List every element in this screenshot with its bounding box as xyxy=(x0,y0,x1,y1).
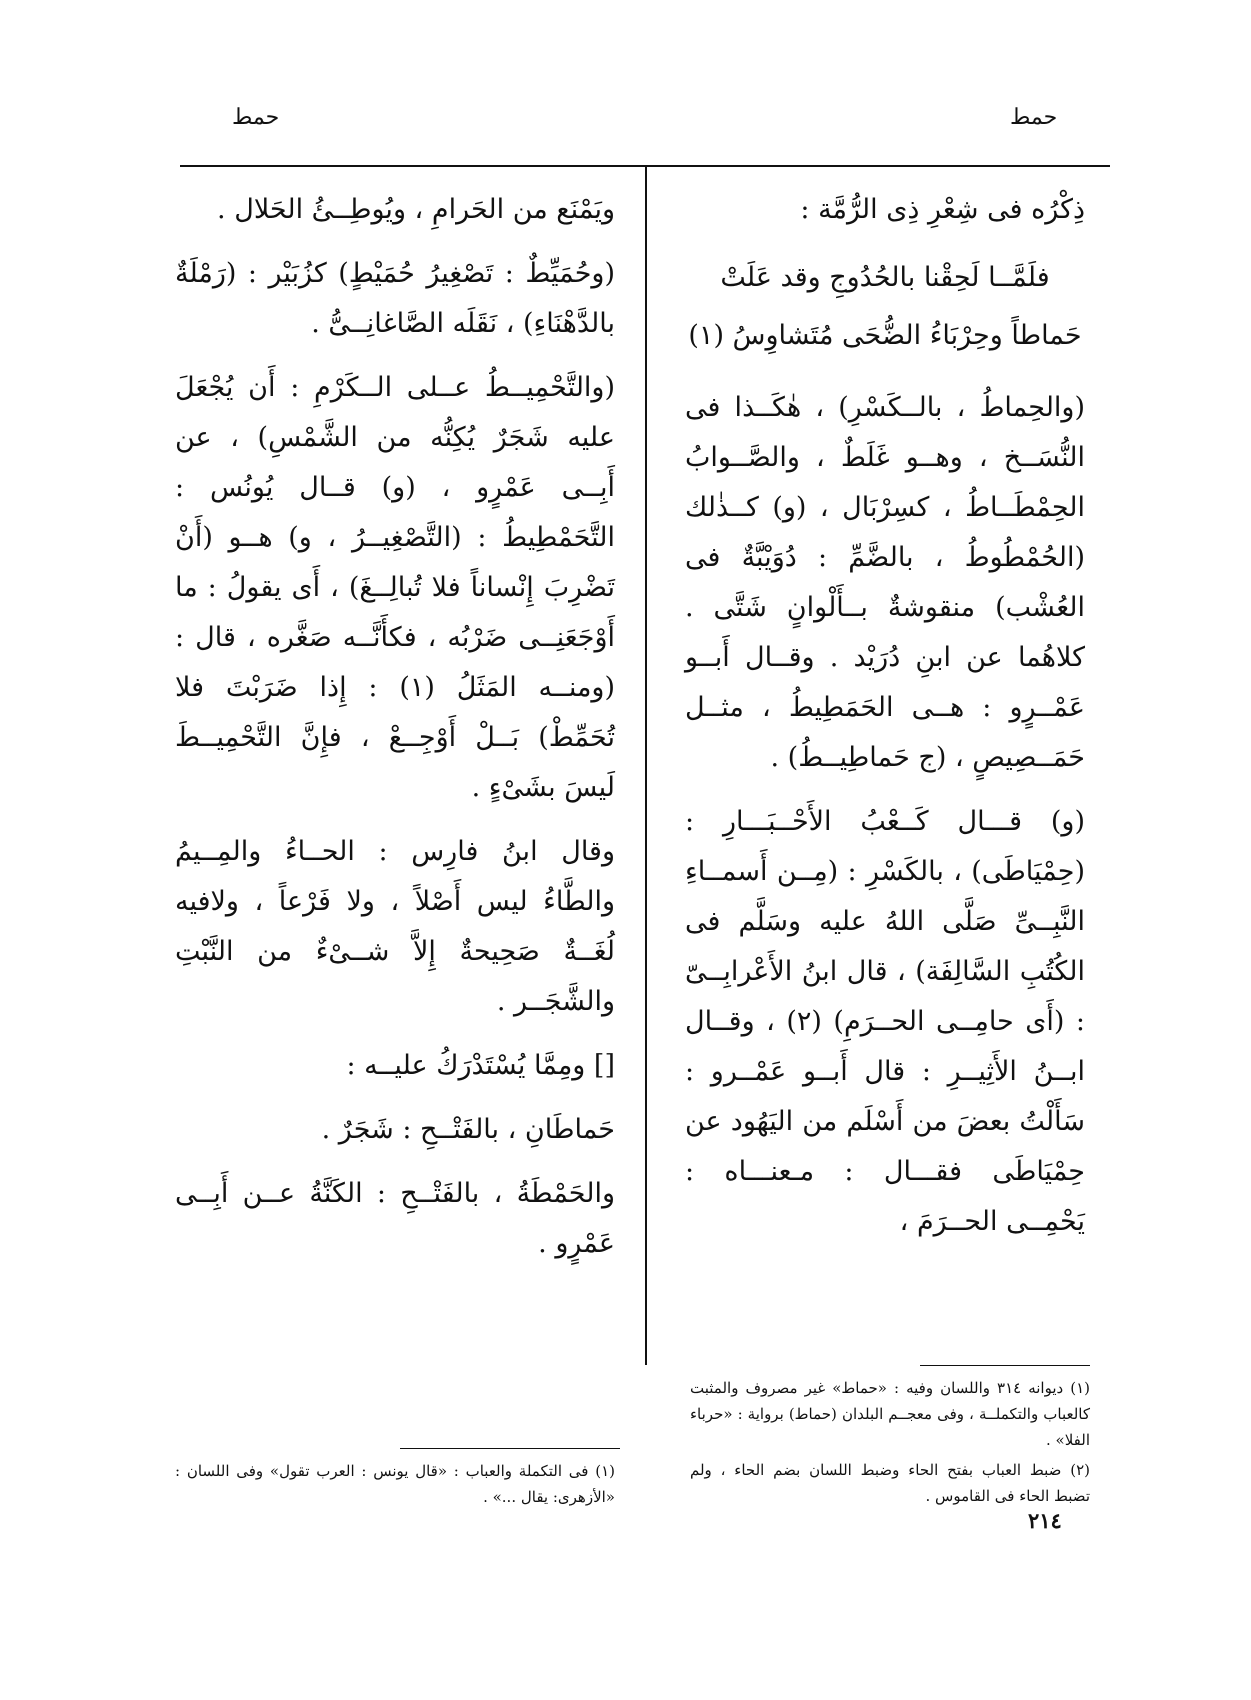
entry-paragraph: حَماطَانِ ، بالفَتْــحِ : شَجَرٌ . xyxy=(321,1114,615,1145)
entry-paragraph: وقال ابنُ فارِس : الحــاءُ والمِــيمُ والطَّاءُ ليس أَصْلاً ، ولا فَرْعاً ، ولافيه لُغَــةٌ صَحِيحةٌ إِلاَّ شــىْءٌ من النَّبْتِ والشَّجَــر . xyxy=(175,836,615,1017)
entry-paragraph: والحَمْطَةُ ، بالفَتْــحِ : الكَنَّةُ عــن أَبِــى عَمْرٍو . xyxy=(175,1178,615,1259)
addendum-heading: [] ومِمَّا يُسْتَدْرَكُ عليــه : xyxy=(346,1050,615,1081)
verse-line-1: فلَمَّــا لَحِقْنا بالحُدُوجِ وقد عَلَتْ xyxy=(720,262,1050,293)
footnotes-left xyxy=(175,1458,615,1514)
poetry-verse xyxy=(685,249,1085,365)
footnote: (١) ديوانه ٣١٤ واللسان وفيه : «حماط» غير مصروف والمثبت كالعباب والتكملــة ، وفى معجــم البلدان (حماط) برواية : «حرباء الفلا» . xyxy=(690,1379,1090,1449)
left-column xyxy=(175,185,615,1283)
column-divider xyxy=(645,165,647,1365)
entry-paragraph: (والحِماطُ ، بالــكَسْرِ) ، هٰكَــذا فى النُّسَــخ ، وهــو غَلَطٌ ، والصَّــوابُ الحِمْطَــاطُ ، كسِرْبَال ، (و) كــذٰلك (الحُمْطُوطُ ، بالضَّمِّ : دُوَيْبَّةٌ فى العُشْب) منقوشةٌ بــأَلْوانٍ شَتَّى . كلاهُما عن ابنِ دُرَيْد . وقــال أَبــو عَمْــرٍو : هــى الحَمَطِيطُ ، مثــل حَمَــصِيصٍ ، (ج حَماطِيــطُ) . xyxy=(685,392,1085,773)
footnote: (٢) ضبط العباب بفتح الحاء وضبط اللسان بضم الحاء ، ولم تضبط الحاء فى القاموس . xyxy=(690,1461,1090,1505)
running-head-left: حمط xyxy=(232,105,280,130)
right-column xyxy=(685,185,1085,1261)
footnote-rule-left xyxy=(400,1448,620,1449)
entry-paragraph: (وحُمَيِّطٌ : تَصْغِيرُ حُمَيْطٍ) كزُبَيْر : (رَمْلَةٌ بالدَّهْنَاءِ) ، نَقَلَه الصَّاغانِــىُّ . xyxy=(175,258,615,339)
entry-paragraph: (والتَّحْمِيــطُ عــلى الــكَرْمِ : أَن يُجْعَلَ عليه شَجَرٌ يُكِنُّه من الشَّمْسِ) ، عن أَبِــى عَمْرٍو ، (و) قــال يُونُس : التَّحَمْطِيطُ : (التَّصْغِيــرُ ، و) هــو (أَنْ تَضْرِبَ إِنْساناً فلا تُبالِــغَ) ، أَى يقولُ : ما أَوْجَعَنِــى ضَرْبُه ، فكأَنَّــه صَغَّره ، قال : (ومنــه المَثَلُ (١) : إِذا ضَرَبْتَ فلا تُحَمِّطْ) بَــلْ أَوْجِــعْ ، فإِنَّ التَّحْمِيــطَ لَيسَ بشَىْءٍ . xyxy=(175,372,616,803)
running-head-right: حمط xyxy=(1010,105,1058,130)
footnote: (١) فى التكملة والعباب : «قال يونس : العرب تقول» وفى اللسان : «الأزهرى: يقال ...» . xyxy=(175,1462,615,1506)
entry-paragraph: ويَمْنَع من الحَرامِ ، ويُوطِــئُ الحَلال . xyxy=(217,194,615,225)
verse-intro: ذِكْرُه فى شِعْرِ ذِى الرُّمَّة : xyxy=(800,194,1085,225)
footnote-rule-right xyxy=(920,1365,1090,1366)
entry-paragraph: (و) قـــال كَــعْبُ الأَحْــبَـــارِ : (حِمْيَاطَى) ، بالكَسْرِ : (مِــن أَسمــاءِ النَّبِــىِّ صَلَّى اللهُ عليه وسَلَّم فى الكُتُبِ السَّالِفَة) ، قال ابنُ الأَعْرابِــىّ : (أَى حامِــى الحــرَمِ) (٢) ، وقــال ابــنُ الأَثِيــرِ : قال أَبــو عَمْــرو : سَأَلْتُ بعضَ من أَسْلَم من اليَهُود عن حِمْيَاطَى فقـــال : مـعنـــاه : يَحْمِــى الحــرَمَ ، xyxy=(685,806,1085,1237)
verse-line-2: حَماطاً وحِرْبَاءُ الضُّحَى مُتَشاوِسُ (١) xyxy=(688,320,1082,351)
footnotes-right xyxy=(690,1375,1090,1513)
page-number: ٢١٤ xyxy=(1028,1508,1062,1533)
